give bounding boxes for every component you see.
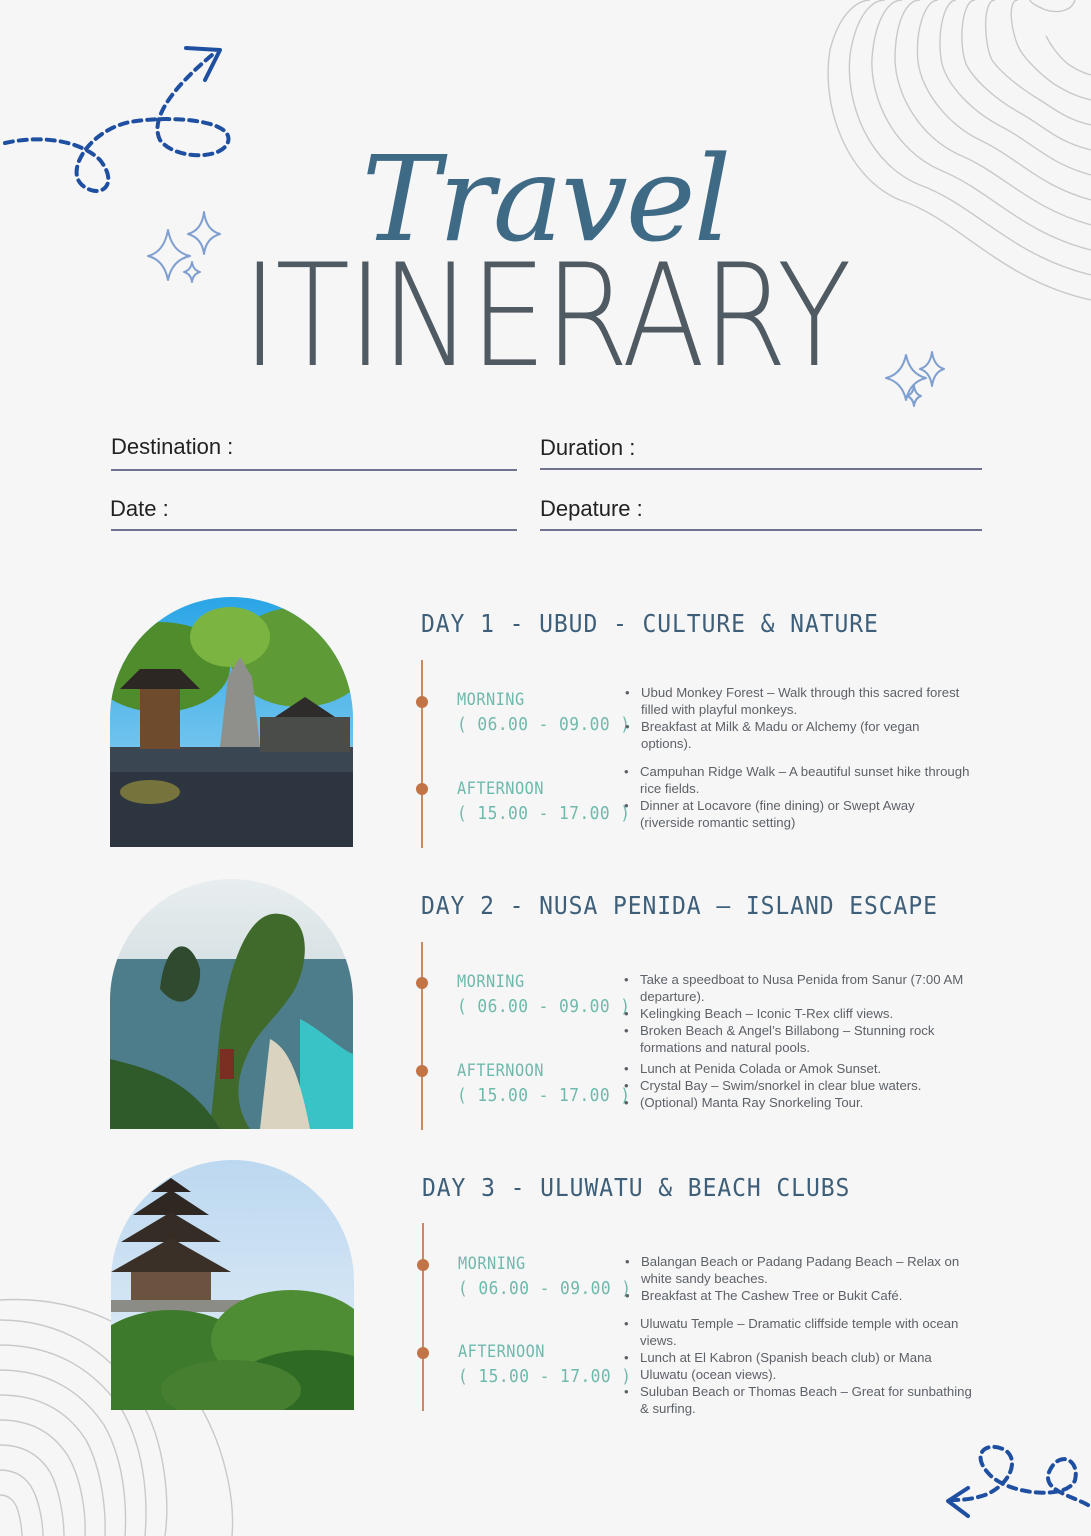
day-3-morning-activities	[623, 1253, 986, 1304]
day-1-morning-slot	[457, 690, 650, 735]
timeline-dot	[416, 783, 428, 795]
list-item: • Breakfast at Milk & Madu or Alchemy (for vegan options).	[641, 718, 971, 752]
slot-time: ( 06.00 - 09.00 )	[457, 996, 631, 1017]
list-item: • Dinner at Locavore (fine dining) or Swept Away (riverside romantic setting)	[640, 797, 970, 831]
day-1-morning-activities	[623, 684, 971, 752]
slot-label: AFTERNOON	[457, 1061, 544, 1081]
day-1-afternoon-slot	[457, 779, 650, 824]
day-2-morning-slot	[457, 972, 650, 1017]
departure-label: Depature :	[540, 496, 643, 521]
destination-field[interactable]	[111, 469, 517, 471]
slot-label: AFTERNOON	[458, 1342, 545, 1362]
date-label: Date :	[110, 496, 169, 521]
day-2-afternoon-activities	[622, 1060, 985, 1111]
pagoda-photo	[111, 1160, 354, 1410]
timeline-dot	[417, 1347, 429, 1359]
timeline-dot	[416, 977, 428, 989]
list-item: • Take a speedboat to Nusa Penida from Sanur (7:00 AM departure).	[640, 971, 985, 1005]
day-1-afternoon-activities	[622, 763, 970, 831]
day-2-title: DAY 2 - NUSA PENIDA – ISLAND ESCAPE	[421, 891, 938, 920]
destination-label: Destination :	[111, 434, 234, 459]
day-2-morning-activities	[622, 971, 985, 1056]
dotted-arrow-bottom-right	[950, 1447, 1088, 1505]
duration-field[interactable]	[540, 468, 982, 470]
slot-time: ( 15.00 - 17.00 )	[457, 803, 631, 824]
temple-photo	[110, 597, 353, 847]
date-field[interactable]	[111, 529, 517, 531]
slot-label: MORNING	[457, 972, 525, 992]
slot-time: ( 15.00 - 17.00 )	[458, 1366, 632, 1387]
timeline-dot	[417, 1259, 429, 1271]
day-3-title: DAY 3 - ULUWATU & BEACH CLUBS	[422, 1173, 851, 1202]
slot-label: AFTERNOON	[457, 779, 544, 799]
list-item: • Kelingking Beach – Iconic T-Rex cliff views.	[640, 1005, 985, 1022]
list-item: • Suluban Beach or Thomas Beach – Great for sunbathing & surfing.	[640, 1383, 980, 1417]
timeline-dot	[416, 696, 428, 708]
timeline-line	[421, 942, 423, 1130]
timeline-line	[421, 660, 423, 848]
list-item: • (Optional) Manta Ray Snorkeling Tour.	[640, 1094, 985, 1111]
list-item: • Broken Beach & Angel’s Billabong – Stunning rock formations and natural pools.	[640, 1022, 985, 1056]
cliff-photo	[110, 879, 353, 1129]
slot-time: ( 15.00 - 17.00 )	[457, 1085, 631, 1106]
timeline-dot	[416, 1065, 428, 1077]
list-item: • Crystal Bay – Swim/snorkel in clear blue waters.	[640, 1077, 985, 1094]
slot-time: ( 06.00 - 09.00 )	[458, 1278, 632, 1299]
list-item: • Lunch at Penida Colada or Amok Sunset.	[640, 1060, 985, 1077]
slot-label: MORNING	[458, 1254, 526, 1274]
list-item: • Balangan Beach or Padang Padang Beach – Relax on white sandy beaches.	[641, 1253, 986, 1287]
slot-time: ( 06.00 - 09.00 )	[457, 714, 631, 735]
list-item: • Breakfast at The Cashew Tree or Bukit Café.	[641, 1287, 986, 1304]
day-1-title: DAY 1 - UBUD - CULTURE & NATURE	[421, 609, 879, 638]
duration-label: Duration :	[540, 435, 636, 460]
day-3-afternoon-activities	[622, 1315, 980, 1417]
list-item: • Uluwatu Temple – Dramatic cliffside temple with ocean views.	[640, 1315, 980, 1349]
departure-field[interactable]	[540, 529, 982, 531]
list-item: • Lunch at El Kabron (Spanish beach club) or Mana Uluwatu (ocean views).	[640, 1349, 980, 1383]
title-script: Travel	[361, 130, 730, 268]
list-item: • Ubud Monkey Forest – Walk through this sacred forest filled with playful monkeys.	[641, 684, 971, 718]
slot-label: MORNING	[457, 690, 525, 710]
title-main: ITINERARY	[242, 234, 849, 399]
list-item: • Campuhan Ridge Walk – A beautiful sunset hike through rice fields.	[640, 763, 970, 797]
day-3-morning-slot	[458, 1254, 651, 1299]
day-2-afternoon-slot	[457, 1061, 650, 1106]
timeline-line	[422, 1223, 424, 1411]
arrow-head-bottom-right	[948, 1488, 968, 1516]
